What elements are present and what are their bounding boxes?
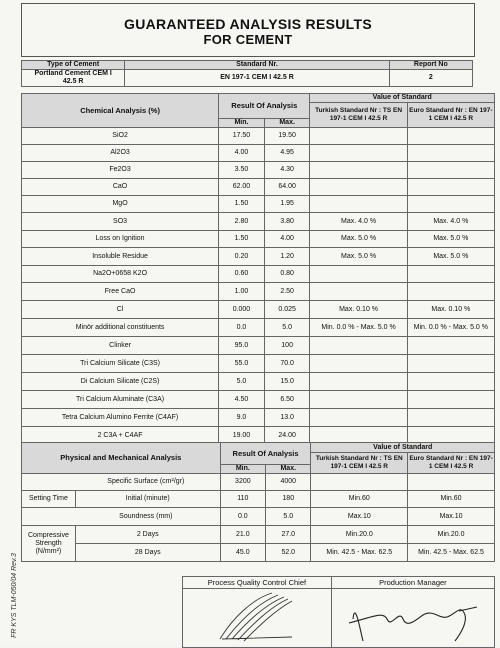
chem-cell-en bbox=[407, 373, 494, 391]
specific-surface-en bbox=[408, 474, 495, 491]
chem-row bbox=[22, 213, 495, 231]
chem-row bbox=[22, 145, 495, 162]
chem-cell-max: 4.95 bbox=[264, 145, 310, 162]
chem-cell-name: Insoluble Residue bbox=[22, 248, 219, 266]
chem-row bbox=[22, 162, 495, 179]
chem-cell-ts bbox=[310, 145, 407, 162]
header-table bbox=[21, 60, 473, 87]
chem-cell-min: 0.60 bbox=[219, 266, 265, 283]
chem-cell-min: 0.20 bbox=[219, 248, 265, 266]
signature-box-left bbox=[183, 589, 332, 648]
chem-cell-max: 5.0 bbox=[264, 319, 310, 337]
chem-row bbox=[22, 337, 495, 355]
chem-cell-min: 19.00 bbox=[219, 427, 265, 445]
chemical-analysis-table bbox=[21, 93, 495, 445]
chem-cell-min: 1.00 bbox=[219, 283, 265, 301]
chem-cell-en bbox=[407, 162, 494, 179]
chem-row bbox=[22, 196, 495, 213]
specific-surface-max: 4000 bbox=[266, 474, 311, 491]
chem-cell-en bbox=[407, 355, 494, 373]
chem-cell-en bbox=[407, 196, 494, 213]
chem-cell-name: 2 C3A + C4AF bbox=[22, 427, 219, 445]
setting-time-en: Min.60 bbox=[408, 491, 495, 508]
chem-cell-max: 0.025 bbox=[264, 301, 310, 319]
chem-cell-max: 4.00 bbox=[264, 231, 310, 248]
chem-cell-ts bbox=[310, 409, 407, 427]
compressive-2days-label: 2 Days bbox=[75, 526, 220, 544]
chem-cell-name: CaO bbox=[22, 179, 219, 196]
soundness-min: 0.0 bbox=[220, 508, 265, 526]
chem-row bbox=[22, 248, 495, 266]
chem-cell-name: Tri Calcium Silicate (C3S) bbox=[22, 355, 219, 373]
chem-cell-en bbox=[407, 266, 494, 283]
compressive-2days-ts: Min.20.0 bbox=[311, 526, 408, 544]
chem-min-header: Min. bbox=[219, 119, 265, 128]
chem-cell-name: Minör additional constituents bbox=[22, 319, 219, 337]
chem-cell-min: 55.0 bbox=[219, 355, 265, 373]
chem-cell-en bbox=[407, 145, 494, 162]
chem-cell-ts: Max. 0.10 % bbox=[310, 301, 407, 319]
chem-cell-name: MgO bbox=[22, 196, 219, 213]
chem-row bbox=[22, 283, 495, 301]
soundness-ts: Max.10 bbox=[311, 508, 408, 526]
chem-cell-min: 1.50 bbox=[219, 196, 265, 213]
compressive-2days-en: Min.20.0 bbox=[408, 526, 495, 544]
chem-cell-ts bbox=[310, 355, 407, 373]
compressive-28days-max: 52.0 bbox=[266, 544, 311, 562]
physical-analysis-table bbox=[21, 442, 495, 562]
chem-cell-min: 17.50 bbox=[219, 128, 265, 145]
compressive-2days-min: 21.0 bbox=[220, 526, 265, 544]
chem-row bbox=[22, 179, 495, 196]
title-line-2: FOR CEMENT bbox=[203, 32, 293, 47]
setting-time-group: Setting Time bbox=[22, 491, 76, 508]
compressive-2days-max: 27.0 bbox=[266, 526, 311, 544]
chem-cell-en: Min. 0.0 % - Max. 5.0 % bbox=[407, 319, 494, 337]
chem-cell-ts bbox=[310, 391, 407, 409]
chem-row bbox=[22, 409, 495, 427]
chem-cell-ts bbox=[310, 283, 407, 301]
setting-time-label: Initial (minute) bbox=[75, 491, 220, 508]
chem-row bbox=[22, 373, 495, 391]
chem-row bbox=[22, 355, 495, 373]
chem-cell-name: SiO2 bbox=[22, 128, 219, 145]
header-type-label: Type of Cement bbox=[22, 61, 125, 70]
specific-surface-ts bbox=[311, 474, 408, 491]
chem-cell-min: 5.0 bbox=[219, 373, 265, 391]
chem-cell-min: 4.00 bbox=[219, 145, 265, 162]
compressive-strength-group: Compressive Strength (N/mm²) bbox=[22, 526, 76, 562]
chem-cell-ts bbox=[310, 266, 407, 283]
setting-time-max: 180 bbox=[266, 491, 311, 508]
compressive-28days-min: 45.0 bbox=[220, 544, 265, 562]
signature-table bbox=[182, 576, 495, 648]
header-report-label: Report No bbox=[389, 61, 472, 70]
chem-cell-min: 4.50 bbox=[219, 391, 265, 409]
chem-cell-ts: Max. 5.0 % bbox=[310, 231, 407, 248]
phys-result-header: Result Of Analysis bbox=[220, 443, 311, 465]
chem-max-header: Max. bbox=[264, 119, 310, 128]
chem-cell-min: 62.00 bbox=[219, 179, 265, 196]
title-box bbox=[21, 3, 475, 57]
chem-cell-ts: Min. 0.0 % - Max. 5.0 % bbox=[310, 319, 407, 337]
phys-max-header: Max. bbox=[266, 465, 311, 474]
phys-ts-header: Turkish Standard Nr : TS EN 197-1 CEM I 42.5 R bbox=[311, 453, 408, 474]
chem-row bbox=[22, 391, 495, 409]
chem-cell-ts bbox=[310, 162, 407, 179]
chem-cell-max: 3.80 bbox=[264, 213, 310, 231]
chem-cell-min: 95.0 bbox=[219, 337, 265, 355]
soundness-label: Soundness (mm) bbox=[22, 508, 221, 526]
chem-en-header: Euro Standard Nr : EN 197-1 CEM I 42.5 R bbox=[407, 103, 494, 128]
chem-cell-max: 1.20 bbox=[264, 248, 310, 266]
header-standard-label: Standard Nr. bbox=[125, 61, 389, 70]
chem-cell-en: Max. 5.0 % bbox=[407, 248, 494, 266]
chem-cell-min: 3.50 bbox=[219, 162, 265, 179]
chem-row bbox=[22, 128, 495, 145]
chem-value-header: Value of Standard bbox=[310, 94, 495, 103]
chem-cell-max: 100 bbox=[264, 337, 310, 355]
signature-box-right bbox=[331, 589, 494, 648]
chem-cell-ts: Max. 5.0 % bbox=[310, 248, 407, 266]
chem-cell-max: 70.0 bbox=[264, 355, 310, 373]
chem-cell-max: 13.0 bbox=[264, 409, 310, 427]
chem-cell-min: 2.80 bbox=[219, 213, 265, 231]
chem-analysis-header: Chemical Analysis (%) bbox=[22, 94, 219, 128]
chem-row bbox=[22, 231, 495, 248]
chem-cell-ts bbox=[310, 337, 407, 355]
chem-cell-min: 0.0 bbox=[219, 319, 265, 337]
chem-cell-min: 0.000 bbox=[219, 301, 265, 319]
signature-right-image bbox=[343, 589, 483, 644]
chem-cell-max: 64.00 bbox=[264, 179, 310, 196]
chem-cell-en bbox=[407, 391, 494, 409]
chem-cell-name: Di Calcium Silicate (C2S) bbox=[22, 373, 219, 391]
compressive-28days-en: Min. 42.5 - Max. 62.5 bbox=[408, 544, 495, 562]
chem-cell-max: 19.50 bbox=[264, 128, 310, 145]
chem-cell-ts: Max. 4.0 % bbox=[310, 213, 407, 231]
cement-type-value: Portland Cement CEM I 42.5 R bbox=[22, 70, 125, 87]
chem-cell-en bbox=[407, 409, 494, 427]
standard-value: EN 197-1 CEM I 42.5 R bbox=[125, 70, 389, 87]
chem-cell-name: SO3 bbox=[22, 213, 219, 231]
chem-cell-ts bbox=[310, 373, 407, 391]
chem-cell-max: 2.50 bbox=[264, 283, 310, 301]
chem-cell-name: Tri Calcium Aluminate (C3A) bbox=[22, 391, 219, 409]
setting-time-ts: Min.60 bbox=[311, 491, 408, 508]
chem-cell-ts bbox=[310, 179, 407, 196]
phys-en-header: Euro Standard Nr : EN 197-1 CEM I 42.5 R bbox=[408, 453, 495, 474]
phys-value-header: Value of Standard bbox=[311, 443, 495, 453]
chem-cell-max: 6.50 bbox=[264, 391, 310, 409]
chem-cell-min: 1.50 bbox=[219, 231, 265, 248]
soundness-max: 5.0 bbox=[266, 508, 311, 526]
compressive-28days-label: 28 Days bbox=[75, 544, 220, 562]
chem-cell-max: 15.0 bbox=[264, 373, 310, 391]
signature-label-left: Process Quality Control Chief bbox=[183, 577, 332, 589]
signature-label-right: Production Manager bbox=[331, 577, 494, 589]
chem-cell-name: Cl bbox=[22, 301, 219, 319]
phys-min-header: Min. bbox=[220, 465, 265, 474]
form-code-text: FR KYS TLM-050/04 Rev.3 bbox=[10, 553, 18, 638]
chem-cell-name: Na2O+0658 K2O bbox=[22, 266, 219, 283]
title-line-1: GUARANTEED ANALYSIS RESULTS bbox=[124, 16, 372, 32]
chem-cell-name: Clinker bbox=[22, 337, 219, 355]
chem-cell-en bbox=[407, 283, 494, 301]
chem-cell-max: 24.00 bbox=[264, 427, 310, 445]
specific-surface-min: 3200 bbox=[220, 474, 265, 491]
chem-cell-name: Al2O3 bbox=[22, 145, 219, 162]
chem-cell-min: 9.0 bbox=[219, 409, 265, 427]
specific-surface-label: Specific Surface (cm²/gr) bbox=[22, 474, 221, 491]
chem-row bbox=[22, 266, 495, 283]
chem-ts-header: Turkish Standard Nr : TS EN 197-1 CEM I 42.5 R bbox=[310, 103, 407, 128]
report-no-value: 2 bbox=[389, 70, 472, 87]
phys-analysis-header: Physical and Mechanical Analysis bbox=[22, 443, 221, 474]
chem-cell-en bbox=[407, 128, 494, 145]
chem-table-body bbox=[22, 128, 495, 445]
side-form-code bbox=[2, 553, 18, 640]
chem-result-header: Result Of Analysis bbox=[219, 94, 310, 119]
chem-cell-max: 4.30 bbox=[264, 162, 310, 179]
chem-cell-en: Max. 4.0 % bbox=[407, 213, 494, 231]
compressive-28days-ts: Min. 42.5 - Max. 62.5 bbox=[311, 544, 408, 562]
chem-cell-name: Loss on Ignition bbox=[22, 231, 219, 248]
chem-cell-en: Max. 0.10 % bbox=[407, 301, 494, 319]
chem-cell-en bbox=[407, 179, 494, 196]
chem-cell-name: Free CaO bbox=[22, 283, 219, 301]
chem-cell-en: Max. 5.0 % bbox=[407, 231, 494, 248]
chem-row bbox=[22, 319, 495, 337]
signature-left-image bbox=[212, 589, 302, 644]
soundness-en: Max.10 bbox=[408, 508, 495, 526]
chem-cell-name: Tetra Calcium Alumino Ferrite (C4AF) bbox=[22, 409, 219, 427]
setting-time-min: 110 bbox=[220, 491, 265, 508]
chem-cell-ts bbox=[310, 196, 407, 213]
chem-cell-name: Fe2O3 bbox=[22, 162, 219, 179]
chem-cell-max: 0.80 bbox=[264, 266, 310, 283]
chem-cell-en bbox=[407, 337, 494, 355]
chem-row bbox=[22, 301, 495, 319]
chem-cell-max: 1.95 bbox=[264, 196, 310, 213]
chem-cell-ts bbox=[310, 128, 407, 145]
